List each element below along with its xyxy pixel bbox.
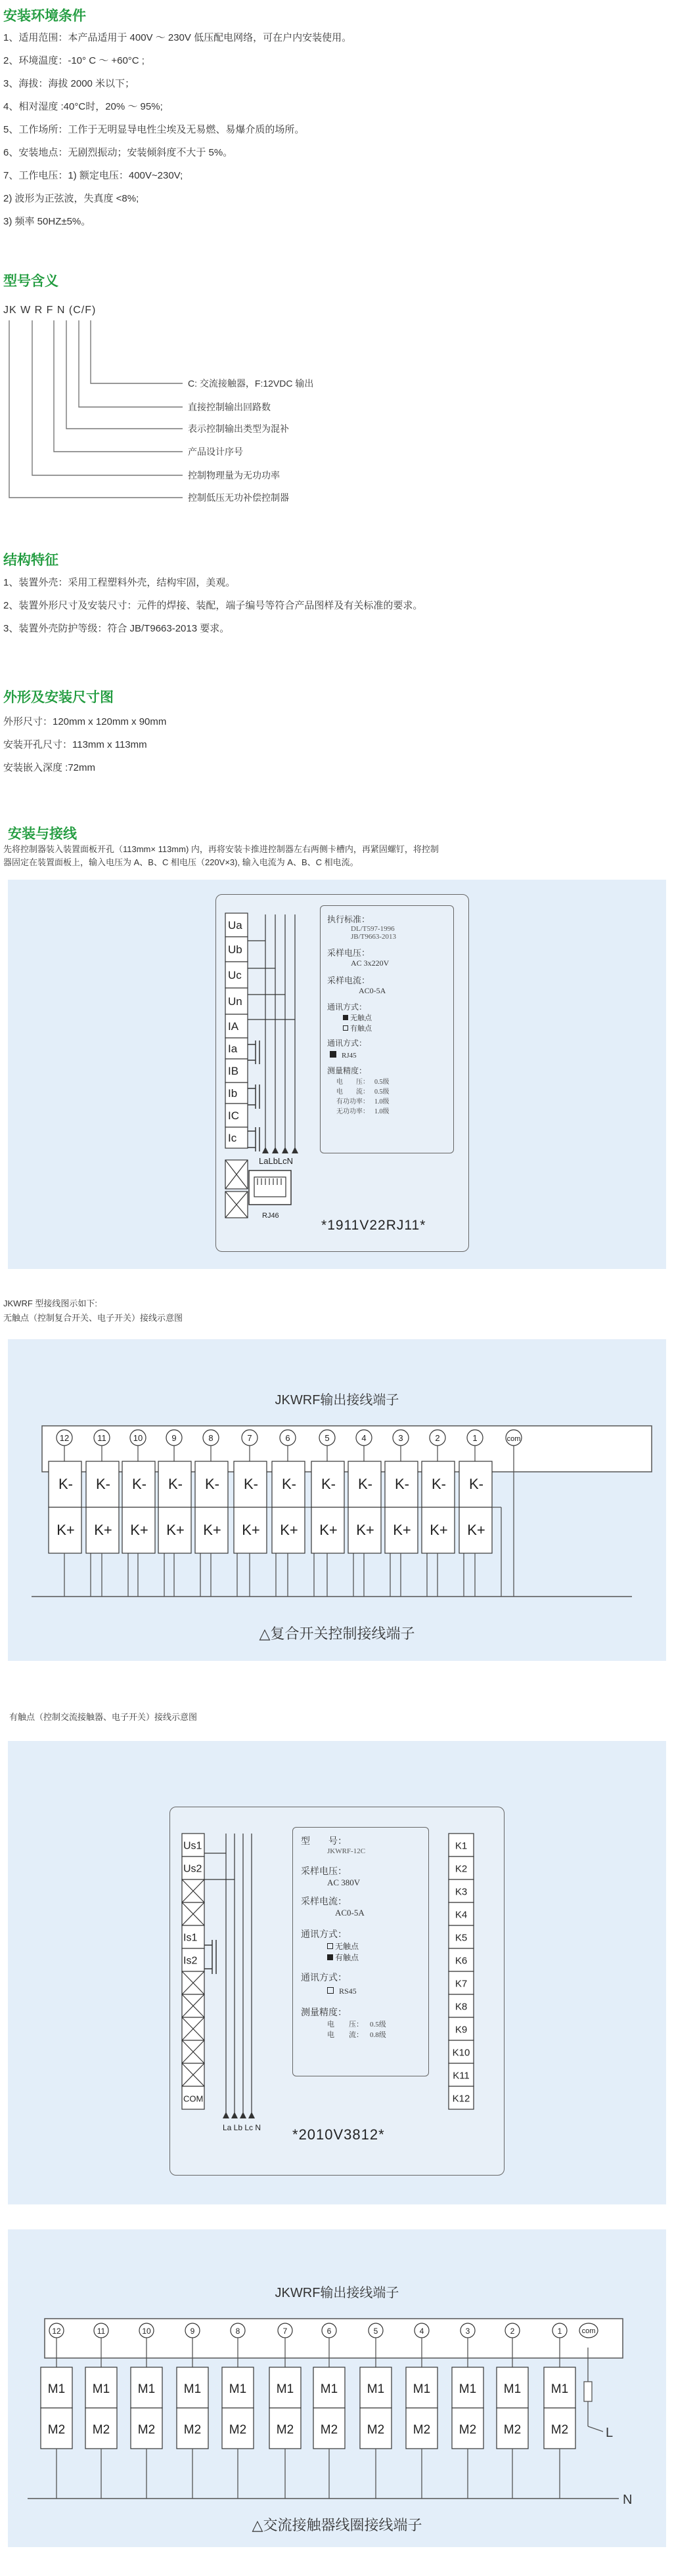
d1-vertical-lines <box>265 914 295 1148</box>
d4-m2-label: M2 <box>367 2423 385 2437</box>
d2-kplus-label: K+ <box>130 1522 148 1538</box>
d4-m2-label: M2 <box>503 2423 522 2437</box>
d3-model-title: 型 号： <box>301 1837 347 1847</box>
d3-acc-row <box>301 2029 420 2040</box>
d2-terminal-number: 3 <box>398 1433 403 1443</box>
d4-terminal-number: 1 <box>557 2327 562 2336</box>
d4-m1-label: M1 <box>413 2382 431 2396</box>
d3-right-terminal-label: K11 <box>453 2070 470 2082</box>
d4-terminal-number: 11 <box>97 2327 106 2336</box>
d4-m1-label: M1 <box>229 2382 247 2396</box>
d2-kplus-label: K+ <box>166 1522 185 1538</box>
wiring-sub1: 无触点（控制复合开关、电子开关）接线示意图 <box>3 1313 183 1323</box>
d1-acc-row <box>327 1106 447 1115</box>
d1-acc-key: 有功功率： <box>336 1098 369 1106</box>
d3-right-terminal-label: K5 <box>455 1932 468 1944</box>
d3-opt-none: 无触点 <box>301 1941 420 1952</box>
d4-l-branch <box>584 2348 603 2432</box>
d3-curr-val: AC0-5A <box>335 1908 365 1918</box>
d3-curr-title: 采样电流： <box>301 1897 347 1907</box>
d2-terminal-number: 6 <box>285 1433 290 1443</box>
d1-terminal-label: Ia <box>228 1042 238 1055</box>
d4-terminal-number: 4 <box>419 2327 424 2336</box>
d4-m2-label: M2 <box>550 2423 569 2437</box>
d2-terminal-number: 1 <box>472 1433 478 1443</box>
d4-terminal-number: 9 <box>190 2327 195 2336</box>
d1-acc-row <box>327 1086 447 1096</box>
d1-terminal-label: IB <box>228 1065 239 1077</box>
d1-terminal-label: Uc <box>228 969 242 981</box>
d2-kminus-label: K- <box>168 1476 183 1492</box>
d2-terminal-number: com <box>506 1435 521 1443</box>
d1-serial-text: 1911V22RJ11 <box>327 1218 420 1233</box>
diagram4-panel <box>8 2229 666 2547</box>
d2-kplus-label: K+ <box>203 1522 221 1538</box>
d4-m2-label: M2 <box>47 2423 66 2437</box>
d1-horizontal-links <box>248 941 295 1020</box>
d1-std-title: 执行标准： <box>327 914 371 924</box>
d1-arrows-label: LaLbLcN <box>259 1156 294 1166</box>
d3-info-panel <box>292 1827 429 2076</box>
d3-arrows <box>223 2112 255 2118</box>
d3-acc-list <box>301 2019 420 2040</box>
d4-m2-label: M2 <box>137 2423 156 2437</box>
diagram1-panel <box>8 880 666 1269</box>
d2-terminal-number: 5 <box>325 1433 330 1443</box>
model-desc-item: 表示控制输出类型为混补 <box>188 423 289 434</box>
d3-serial: *2010V3812* <box>292 2126 385 2143</box>
d1-acc-key: 电 流： <box>336 1088 369 1096</box>
model-desc-item: 控制低压无功补偿控制器 <box>188 492 289 503</box>
env-list-item: 5、工作场所：工作于无明显导电性尘埃及无易燃、易爆介质的场所。 <box>3 124 305 135</box>
d2-kplus-label: K+ <box>393 1522 411 1538</box>
d2-kminus-label: K- <box>432 1476 446 1492</box>
d4-m1-label: M1 <box>92 2382 110 2396</box>
d1-serial: *1911V22RJ11* <box>321 1218 426 1233</box>
d4-l-label: L <box>606 2426 614 2440</box>
d1-rj-socket <box>249 1170 291 1205</box>
d1-terminal-label: Un <box>228 995 242 1008</box>
filled-square-icon <box>327 1954 333 1960</box>
d1-terminal-label: Ua <box>228 919 242 932</box>
d3-acc-val: 0.5级 <box>370 2021 386 2029</box>
empty-square-icon <box>327 1943 333 1949</box>
d1-comm2: RJ45 <box>327 1051 447 1060</box>
d1-acc-key: 无功功率： <box>336 1108 369 1115</box>
d1-comm2-title: 通讯方式： <box>327 1039 367 1048</box>
d1-transformers <box>248 1041 259 1151</box>
d4-caption: △交流接触器线圈接线端子 <box>252 2517 422 2533</box>
d4-m2-label: M2 <box>276 2423 294 2437</box>
d3-left-terminal-label: COM <box>183 2093 204 2104</box>
d4-m1-label: M1 <box>459 2382 477 2396</box>
d3-volt-title: 采样电压： <box>301 1867 347 1877</box>
d3-right-terminal-label: K10 <box>452 2047 470 2059</box>
d1-acc-val: 1.0级 <box>374 1108 390 1115</box>
d4-n-label: N <box>623 2493 633 2507</box>
env-list-item: 1、适用范围：本产品适用于 400V ～ 230V 低压配电网络，可在户内安装使用。 <box>3 32 352 43</box>
d2-terminal-number: 7 <box>247 1433 252 1443</box>
dims-title: 外形及安装尺寸图 <box>3 690 114 705</box>
d1-acc-val: 0.5级 <box>374 1088 390 1096</box>
d1-arrows <box>262 1147 298 1153</box>
d3-right-terminal-label: K9 <box>455 2024 468 2036</box>
d1-info-panel <box>320 905 454 1153</box>
model-desc-item: 控制物理量为无功功率 <box>188 470 280 481</box>
structure-list-item: 2、装置外形尺寸及安装尺寸：元件的焊接、装配，端子编号等符合产品图样及有关标准的要求。 <box>3 600 423 611</box>
d3-comm2-title: 通讯方式： <box>301 1973 347 1983</box>
d2-terminal-number: 2 <box>435 1433 440 1443</box>
d1-acc-list <box>327 1076 447 1115</box>
d4-m2-label: M2 <box>183 2423 202 2437</box>
env-title: 安装环境条件 <box>3 9 86 24</box>
d2-kminus-label: K- <box>469 1476 483 1492</box>
d3-comm-title: 通讯方式： <box>301 1930 347 1940</box>
d1-terminal-label: IC <box>228 1109 239 1122</box>
structure-list-item: 3、装置外壳防护等级：符合 JB/T9663-2013 要求。 <box>3 623 230 634</box>
d4-m2-label: M2 <box>92 2423 110 2437</box>
d4-terminal-number: 2 <box>510 2327 515 2336</box>
d2-kminus-label: K- <box>58 1476 73 1492</box>
d1-acc-val: 0.5级 <box>374 1079 390 1086</box>
d1-comm-title: 通讯方式： <box>327 1002 367 1012</box>
d3-serial-text: 2010V3812 <box>298 2126 379 2143</box>
d2-terminal-number: 4 <box>361 1433 367 1443</box>
d1-volt-val: AC 3x220V <box>351 958 390 968</box>
wiring-sub2: 有触点（控制交流接触器、电子开关）接线示意图 <box>9 1712 198 1722</box>
empty-square-icon <box>343 1025 348 1031</box>
wiring-intro: JKWRF 型接线图示如下: <box>3 1299 97 1308</box>
env-list-item: 7、工作电压：1) 额定电压：400V~230V; <box>3 170 183 181</box>
d4-m1-label: M1 <box>137 2382 156 2396</box>
d2-kminus-label: K- <box>395 1476 409 1492</box>
d4-m2-label: M2 <box>229 2423 247 2437</box>
env-list-item: 4、相对湿度 :40°C时，20% ～ 95%; <box>3 101 163 112</box>
d4-terminal-number: com <box>581 2327 596 2335</box>
d1-acc-key: 电 压： <box>336 1079 369 1086</box>
d1-std1: DL/T597-1996 <box>351 925 395 933</box>
install-text-1: 先将控制器装入装置面板开孔（113mm× 113mm) 内，再将安装卡推进控制器左右两侧卡槽内，再紧固螺钉，将控制 <box>3 844 439 854</box>
d2-kminus-label: K- <box>132 1476 146 1492</box>
d4-m2-label: M2 <box>320 2423 338 2437</box>
d4-terminal-number: 10 <box>142 2327 151 2336</box>
d4-terminal-number: 7 <box>282 2327 288 2336</box>
d4-m1-label: M1 <box>367 2382 385 2396</box>
d3-volt-val: AC 380V <box>327 1878 361 1887</box>
device-front-2 <box>169 1807 505 2176</box>
dims-list-item: 安装开孔尺寸：113mm x 113mm <box>3 739 147 750</box>
d1-acc-title: 测量精度： <box>327 1066 367 1075</box>
d4-m1-label: M1 <box>550 2382 569 2396</box>
d1-acc-row <box>327 1076 447 1086</box>
empty-square-icon <box>327 1987 334 1994</box>
d2-terminal-number: 9 <box>171 1433 177 1443</box>
structure-list-item: 1、装置外壳：采用工程塑料外壳，结构牢固，美观。 <box>3 577 236 588</box>
d1-curr-title: 采样电流： <box>327 976 371 985</box>
d4-terminal-number: 6 <box>326 2327 332 2336</box>
structure-title: 结构特征 <box>3 553 58 568</box>
device-front-1 <box>215 894 469 1252</box>
d2-terminal-number: 10 <box>133 1433 143 1443</box>
d3-acc-title: 测量精度： <box>301 2008 347 2018</box>
d2-kplus-label: K+ <box>467 1522 485 1538</box>
d1-opt-none: 无触点 <box>327 1012 447 1023</box>
d4-terminal-number: 12 <box>52 2327 61 2336</box>
d3-vertical-lines <box>226 1834 252 2113</box>
install-title: 安装与接线 <box>8 826 77 842</box>
d3-arrows-label: La Lb Lc N <box>223 2123 261 2132</box>
dims-list-item: 安装嵌入深度 :72mm <box>3 762 96 773</box>
d3-acc-row <box>301 2019 420 2029</box>
d1-opt-contact: 有触点 <box>327 1023 447 1033</box>
d3-right-terminal-label: K2 <box>455 1863 468 1875</box>
d4-terminal-number: 8 <box>235 2327 240 2336</box>
d4-m1-label: M1 <box>503 2382 522 2396</box>
env-list-item: 3) 频率 50HZ±5%。 <box>3 216 91 227</box>
d2-terminal-number: 8 <box>208 1433 213 1443</box>
d2-kplus-label: K+ <box>430 1522 448 1538</box>
d4-m1-label: M1 <box>47 2382 66 2396</box>
d4-terminal-number: 3 <box>465 2327 470 2336</box>
d3-left-terminal-label: Is2 <box>183 1955 198 1967</box>
d4-svg <box>8 2229 666 2547</box>
d1-terminal-label: Ib <box>228 1087 238 1100</box>
d2-kplus-label: K+ <box>356 1522 374 1538</box>
d2-kminus-label: K- <box>205 1476 219 1492</box>
diagram3-panel <box>8 1741 666 2204</box>
d2-kminus-label: K- <box>244 1476 258 1492</box>
install-text-2: 器固定在装置面板上，输入电压为 A、B、C 相电压（220V×3), 输入电流为 A、B、C 相电流。 <box>3 857 359 867</box>
d1-terminal-label: IA <box>228 1020 239 1033</box>
d1-std2: JB/T9663-2013 <box>351 933 397 941</box>
d3-comm2: RS45 <box>301 1986 420 1996</box>
d3-acc-key: 电 压： <box>327 2021 363 2029</box>
d2-kminus-label: K- <box>358 1476 372 1492</box>
env-list-item: 6、安装地点：无剧烈振动；安装倾斜度不大于 5%。 <box>3 147 233 158</box>
model-title: 型号含义 <box>3 274 58 289</box>
d1-acc-row <box>327 1096 447 1106</box>
d1-volt-title: 采样电压： <box>327 948 371 958</box>
d3-left-terminal-label: Us2 <box>183 1863 202 1875</box>
d1-acc-val: 1.0级 <box>374 1098 390 1106</box>
d3-model-val: JKWRF-12C <box>327 1847 366 1855</box>
filled-square-icon <box>343 1015 348 1020</box>
model-code: JK W R F N (C/F) <box>3 305 97 316</box>
d2-kminus-label: K- <box>321 1476 336 1492</box>
d3-right-terminal-label: K12 <box>452 2093 470 2105</box>
d4-terminal-number: 5 <box>373 2327 378 2336</box>
model-desc-item: 直接控制输出回路数 <box>188 402 271 412</box>
d3-left-terminal-label: Us1 <box>183 1840 202 1852</box>
model-bracket-diagram <box>0 315 394 512</box>
d2-kplus-label: K+ <box>56 1522 75 1538</box>
d4-m1-label: M1 <box>183 2382 202 2396</box>
d3-right-terminal-label: K3 <box>455 1886 468 1898</box>
env-list-item: 3、海拔：海拔 2000 米以下； <box>3 78 135 89</box>
d1-rj-label: RJ46 <box>262 1212 279 1220</box>
d4-title: JKWRF输出接线端子 <box>275 2286 399 2300</box>
d2-title: JKWRF输出接线端子 <box>275 1393 399 1407</box>
d2-kminus-label: K- <box>96 1476 110 1492</box>
d3-right-terminal-label: K6 <box>455 1955 468 1967</box>
env-list-item: 2) 波形为正弦波，失真度 <8%; <box>3 193 139 204</box>
d3-right-terminal-label: K1 <box>455 1840 468 1852</box>
d2-kplus-label: K+ <box>242 1522 260 1538</box>
d2-terminal-number: 12 <box>59 1433 70 1443</box>
d1-terminal-label: Ic <box>228 1132 237 1144</box>
d4-m2-label: M2 <box>413 2423 431 2437</box>
bracket-cf <box>91 320 183 383</box>
d2-svg <box>8 1339 666 1661</box>
d3-right-terminal-label: K7 <box>455 1978 468 1990</box>
d3-links <box>204 1853 235 1879</box>
d2-kplus-label: K+ <box>319 1522 338 1538</box>
model-desc-item: 产品设计序号 <box>188 446 243 457</box>
filled-square-icon <box>330 1051 336 1058</box>
dims-list-item: 外形尺寸：120mm x 120mm x 90mm <box>3 716 167 727</box>
d4-m1-label: M1 <box>276 2382 294 2396</box>
d2-kplus-label: K+ <box>94 1522 112 1538</box>
d4-m2-label: M2 <box>459 2423 477 2437</box>
d3-acc-val: 0.8级 <box>370 2031 386 2039</box>
d3-opt-contact: 有触点 <box>301 1952 420 1963</box>
d2-kplus-label: K+ <box>280 1522 298 1538</box>
d1-curr-val: AC0-5A <box>359 986 386 995</box>
d3-transformer <box>204 1940 216 1974</box>
env-list-item: 2、环境温度：-10° C ～ +60°C ; <box>3 55 145 66</box>
d3-right-terminal-label: K4 <box>455 1909 468 1921</box>
d3-right-terminal-label: K8 <box>455 2001 468 2013</box>
diagram2-panel <box>8 1339 666 1661</box>
d2-caption: △复合开关控制接线端子 <box>259 1625 415 1642</box>
d1-terminal-label: Ub <box>228 943 242 956</box>
bracket-jk <box>9 320 183 498</box>
d2-terminal-number: 11 <box>97 1433 106 1443</box>
d2-kminus-label: K- <box>282 1476 296 1492</box>
d4-m1-label: M1 <box>320 2382 338 2396</box>
bracket-f <box>66 320 183 429</box>
model-desc-item: C: 交流接触器，F:12VDC 输出 <box>188 378 314 389</box>
bracket-n <box>79 320 183 407</box>
bracket-r <box>54 320 183 452</box>
d3-acc-key: 电 流： <box>327 2031 363 2039</box>
d3-left-terminal-label: Is1 <box>183 1932 198 1944</box>
